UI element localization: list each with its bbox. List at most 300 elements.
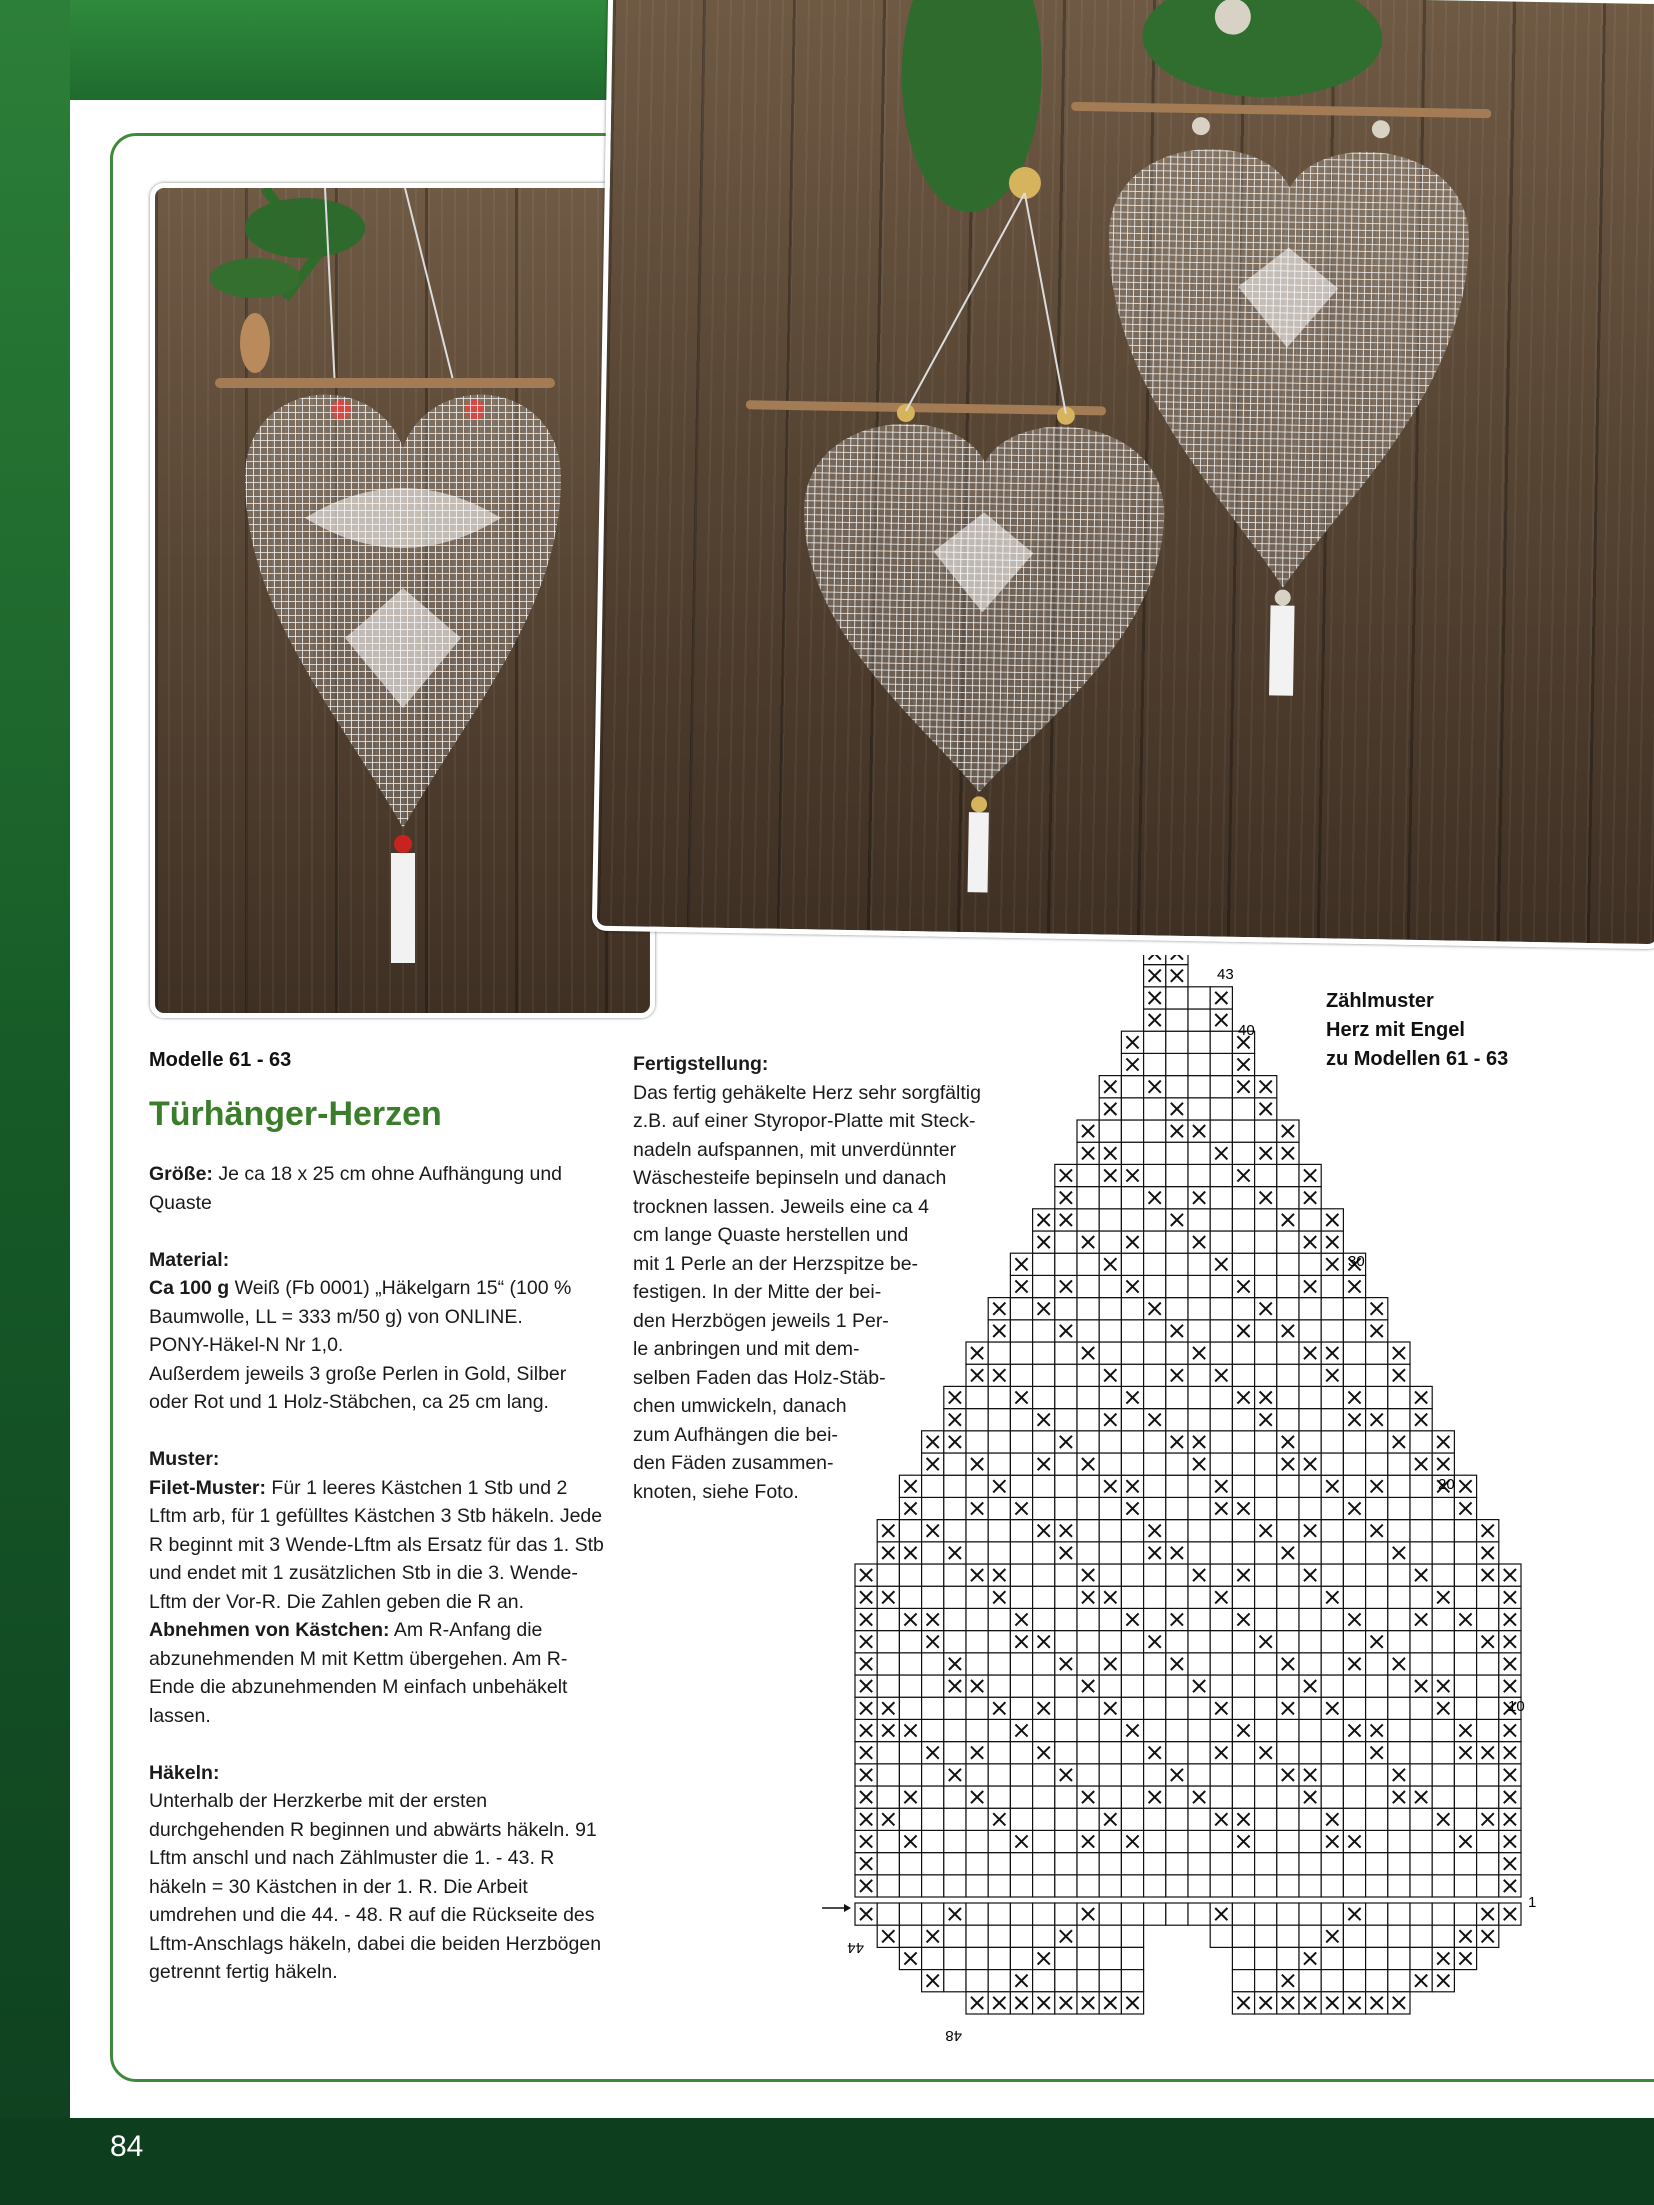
chart-cell <box>988 1853 1010 1875</box>
chart-cell <box>1277 1742 1299 1764</box>
chart-cell <box>1210 1320 1232 1342</box>
chart-cell <box>988 1830 1010 1852</box>
chart-cell <box>1210 1298 1232 1320</box>
chart-cell <box>1144 1386 1166 1408</box>
chart-cell <box>1144 1209 1166 1231</box>
chart-cell <box>1033 1970 1055 1992</box>
chart-cell <box>1166 1497 1188 1519</box>
chart-cell <box>1343 1542 1365 1564</box>
chart-cell <box>1432 1742 1454 1764</box>
chart-cell <box>1477 1764 1499 1786</box>
chart-cell <box>1077 1187 1099 1209</box>
crochet-text: Unterhalb der Herzkerbe mit der ersten durchgehenden R beginnen und abwärts häkeln. 91 Lftm anschl und nach Zählmuster die 1. - 43. R häkeln = 30 Kästchen in der 1. R. Die Arbeit umdrehen und die 44. - 48. R auf die Rückseite des Lftm-Anschlags häkeln, dabei die beiden Herzbögen getrennt fertig häkeln. <box>149 1790 602 1983</box>
chart-cell <box>1077 1275 1099 1297</box>
chart-cell <box>1144 1053 1166 1075</box>
finishing-line: selben Faden das Holz-Stäb- <box>633 1366 886 1389</box>
chart-cell <box>1255 1925 1277 1947</box>
chart-cell <box>1121 1142 1143 1164</box>
chart-cell <box>1166 1386 1188 1408</box>
chart-cell <box>1033 1925 1055 1947</box>
chart-cell <box>1410 1853 1432 1875</box>
chart-cell <box>1121 1853 1143 1875</box>
chart-cell <box>1077 1542 1099 1564</box>
chart-cell <box>1299 1542 1321 1564</box>
finishing-line: mit 1 Perle an der Herzspitze be- <box>633 1252 919 1275</box>
chart-cell <box>1121 1364 1143 1386</box>
chart-cell <box>1055 1830 1077 1852</box>
chart-cell <box>1210 1520 1232 1542</box>
chart-cell <box>1299 1586 1321 1608</box>
chart-cell <box>1077 1364 1099 1386</box>
chart-cell <box>1366 1903 1388 1925</box>
chart-cell <box>1255 1719 1277 1741</box>
chart-cell <box>966 1970 988 1992</box>
chart-cell <box>1299 1409 1321 1431</box>
chart-cell <box>1055 1475 1077 1497</box>
chart-cell <box>1121 1970 1143 1992</box>
chart-cell <box>1232 1342 1254 1364</box>
chart-cell <box>1166 987 1188 1009</box>
chart-cell <box>1166 1719 1188 1741</box>
chart-cell <box>1454 1586 1476 1608</box>
chart-cell <box>1010 1542 1032 1564</box>
chart-cell <box>1366 1342 1388 1364</box>
chart-cell <box>1121 1187 1143 1209</box>
chart-cell <box>1188 1409 1210 1431</box>
chart-cell <box>1010 1697 1032 1719</box>
chart-cell <box>1144 1653 1166 1675</box>
chart-cell <box>1033 1903 1055 1925</box>
chart-cell <box>1277 1231 1299 1253</box>
chart-cell <box>899 1631 921 1653</box>
model-label: Modelle 61 - 63 <box>149 1049 292 1071</box>
chart-cell <box>1388 1475 1410 1497</box>
chart-cell <box>1232 1586 1254 1608</box>
chart-cell <box>1121 1209 1143 1231</box>
chart-cell <box>1188 1830 1210 1852</box>
chart-cell <box>1166 1520 1188 1542</box>
chart-cell <box>1210 1564 1232 1586</box>
chart-cell <box>1454 1808 1476 1830</box>
chart-cell <box>1366 1697 1388 1719</box>
chart-cell <box>922 1830 944 1852</box>
chart-cell <box>1388 1947 1410 1969</box>
chart-cell <box>1121 1520 1143 1542</box>
chart-cell <box>1033 1608 1055 1630</box>
chart-cell <box>1188 1031 1210 1053</box>
chart-cell <box>1321 1497 1343 1519</box>
chart-cell <box>1144 1697 1166 1719</box>
chart-cell <box>1410 1764 1432 1786</box>
material-yarn: Weiß (Fb 0001) „Häkelgarn 15“ (100 % Baumwolle, LL = 333 m/50 g) von ONLINE. <box>149 1277 572 1328</box>
chart-cell <box>1099 1231 1121 1253</box>
chart-cell <box>1188 1697 1210 1719</box>
chart-cell <box>1033 1253 1055 1275</box>
chart-cell <box>1010 1475 1032 1497</box>
chart-cell <box>1255 1253 1277 1275</box>
chart-cell <box>1033 1764 1055 1786</box>
chart-cell <box>1454 1653 1476 1675</box>
chart-cell <box>1321 1542 1343 1564</box>
chart-cell <box>877 1764 899 1786</box>
chart-cell <box>1232 1970 1254 1992</box>
chart-cell <box>1166 955 1188 965</box>
chart-cell <box>1410 1497 1432 1519</box>
chart-cell <box>1366 1453 1388 1475</box>
chart-cell <box>1166 1275 1188 1297</box>
chart-cell <box>1099 1542 1121 1564</box>
chart-cell <box>1099 1497 1121 1519</box>
heart-doily-photo <box>150 183 655 1018</box>
chart-cell <box>1321 1520 1343 1542</box>
chart-cell <box>1033 1497 1055 1519</box>
chart-cell <box>1144 1830 1166 1852</box>
chart-cell <box>1099 1431 1121 1453</box>
chart-cell <box>877 1631 899 1653</box>
chart-cell <box>1121 1875 1143 1897</box>
chart-cell <box>1099 1386 1121 1408</box>
start-arrow-icon <box>822 1904 851 1912</box>
row-label-48: 48 <box>945 2027 962 2044</box>
chart-cell <box>1210 1875 1232 1897</box>
chart-cell <box>1299 1653 1321 1675</box>
material-extras: Außerdem jeweils 3 große Perlen in Gold, Silber oder Rot und 1 Holz-Stäbchen, ca 25 cm lang. <box>149 1362 567 1413</box>
chart-cell <box>1321 1719 1343 1741</box>
chart-cell <box>1454 1631 1476 1653</box>
chart-cell <box>988 1925 1010 1947</box>
chart-cell <box>1366 1764 1388 1786</box>
chart-cell <box>1454 1903 1476 1925</box>
chart-cell <box>1010 1453 1032 1475</box>
chart-cell <box>1166 1076 1188 1098</box>
chart-cell <box>1121 1586 1143 1608</box>
chart-cell <box>1077 1298 1099 1320</box>
chart-cell <box>1055 1564 1077 1586</box>
chart-cell <box>1188 1164 1210 1186</box>
chart-cell <box>1099 1925 1121 1947</box>
chart-cell <box>1033 1586 1055 1608</box>
chart-cell <box>1321 1764 1343 1786</box>
chart-cell <box>1055 1742 1077 1764</box>
chart-cell <box>1299 1475 1321 1497</box>
chart-cell <box>1232 1786 1254 1808</box>
chart-cell <box>1410 1542 1432 1564</box>
chart-cell <box>1055 1253 1077 1275</box>
row-label-30: 30 <box>1348 1253 1365 1270</box>
chart-cell <box>877 1675 899 1697</box>
chart-cell <box>1166 1875 1188 1897</box>
chart-cell <box>1366 1947 1388 1969</box>
chart-cell <box>1099 1120 1121 1142</box>
chart-cell <box>1210 1231 1232 1253</box>
chart-cell <box>1255 1120 1277 1142</box>
row-label-40: 40 <box>1238 1022 1255 1039</box>
heart-doily-illustration <box>155 188 650 1013</box>
chart-cell <box>1144 1675 1166 1697</box>
chart-cell <box>1299 1830 1321 1852</box>
chart-cell <box>966 1608 988 1630</box>
chart-cell <box>1343 1298 1365 1320</box>
chart-cell <box>1166 1853 1188 1875</box>
chart-cell <box>1188 1719 1210 1741</box>
chart-cell <box>1255 1853 1277 1875</box>
chart-cell <box>1366 1830 1388 1852</box>
chart-cell <box>1166 1253 1188 1275</box>
chart-cell <box>1055 1497 1077 1519</box>
chart-cell <box>1388 1697 1410 1719</box>
chart-cell <box>1232 1697 1254 1719</box>
chart-cell <box>988 1542 1010 1564</box>
chart-cell <box>1299 1497 1321 1519</box>
chart-cell <box>1188 1098 1210 1120</box>
chart-cell <box>966 1903 988 1925</box>
chart-cell <box>1188 1875 1210 1897</box>
chart-cell <box>1210 1830 1232 1852</box>
chart-cell <box>1432 1608 1454 1630</box>
chart-cell <box>1210 1653 1232 1675</box>
chart-cell <box>1099 1275 1121 1297</box>
chart-cell <box>1432 1875 1454 1897</box>
chart-cell <box>1055 1947 1077 1969</box>
chart-cell <box>1321 1947 1343 1969</box>
counting-chart <box>820 955 1540 2060</box>
chart-cell <box>1277 1719 1299 1741</box>
chart-cell <box>1077 1742 1099 1764</box>
finishing-line: knoten, siehe Foto. <box>633 1480 799 1503</box>
chart-cell <box>1166 1564 1188 1586</box>
chart-cell <box>1277 1608 1299 1630</box>
chart-cell <box>1099 1453 1121 1475</box>
chart-cell <box>1388 1875 1410 1897</box>
chart-cell <box>1321 1970 1343 1992</box>
chart-cell <box>1077 1970 1099 1992</box>
chart-cell <box>1033 1431 1055 1453</box>
chart-cell <box>1077 1409 1099 1431</box>
chart-cell <box>966 1386 988 1408</box>
chart-cell <box>1343 1970 1365 1992</box>
chart-cell <box>1077 1853 1099 1875</box>
chart-cell <box>1010 1586 1032 1608</box>
chart-cell <box>1277 1497 1299 1519</box>
finishing-line: le anbringen und mit dem- <box>633 1338 860 1360</box>
chart-cell <box>1343 1786 1365 1808</box>
chart-cell <box>1099 1187 1121 1209</box>
finishing-line: festigen. In der Mitte der bei- <box>633 1281 882 1303</box>
chart-cell <box>988 1631 1010 1653</box>
chart-cell <box>1144 1431 1166 1453</box>
chart-cell <box>944 1853 966 1875</box>
chart-cell <box>944 1697 966 1719</box>
chart-cell <box>1188 1298 1210 1320</box>
chart-cell <box>1232 1098 1254 1120</box>
chart-cell <box>922 1542 944 1564</box>
chart-cell <box>1277 1947 1299 1969</box>
chart-cell <box>1121 1564 1143 1586</box>
chart-cell <box>1232 1475 1254 1497</box>
chart-cell <box>1255 1275 1277 1297</box>
chart-cell <box>1232 1431 1254 1453</box>
chart-cell <box>1321 1453 1343 1475</box>
filet-label: Filet-Muster: <box>149 1476 266 1499</box>
chart-cell <box>1033 1364 1055 1386</box>
chart-cell <box>1366 1431 1388 1453</box>
chart-cell <box>1166 1009 1188 1031</box>
chart-cell <box>1477 1875 1499 1897</box>
chart-cell <box>1477 1675 1499 1697</box>
chart-cell <box>1255 1875 1277 1897</box>
chart-cell <box>1144 1475 1166 1497</box>
chart-cell <box>966 1830 988 1852</box>
size-label: Größe: <box>149 1163 213 1185</box>
chart-cell <box>1277 1586 1299 1608</box>
chart-cell <box>944 1586 966 1608</box>
chart-cell <box>1255 1209 1277 1231</box>
chart-cell <box>1010 1875 1032 1897</box>
finishing-line: Wäschesteife bepinseln und danach <box>633 1167 947 1189</box>
chart-cell <box>1121 1076 1143 1098</box>
chart-cell <box>1388 1970 1410 1992</box>
chart-cell <box>1188 1542 1210 1564</box>
chart-cell <box>922 1764 944 1786</box>
chart-cell <box>1099 1875 1121 1897</box>
chart-cell <box>1255 1475 1277 1497</box>
chart-cell <box>1121 1253 1143 1275</box>
chart-cell <box>1188 1142 1210 1164</box>
finishing-line: chen umwickeln, danach <box>633 1395 847 1417</box>
chart-cell <box>1255 1431 1277 1453</box>
chart-cell <box>1077 1386 1099 1408</box>
chart-cell <box>1010 1409 1032 1431</box>
chart-cell <box>1033 1853 1055 1875</box>
chart-cell <box>966 1875 988 1897</box>
chart-cell <box>1010 1364 1032 1386</box>
chart-cell <box>1454 1764 1476 1786</box>
chart-cell <box>1343 1364 1365 1386</box>
chart-cell <box>1121 1742 1143 1764</box>
finishing-heading: Fertigstellung: <box>633 1053 769 1075</box>
chart-cell <box>966 1520 988 1542</box>
chart-cell <box>1255 1453 1277 1475</box>
chart-cell <box>966 1409 988 1431</box>
chart-cell <box>1454 1853 1476 1875</box>
chart-cell <box>1321 1409 1343 1431</box>
chart-cell <box>988 1342 1010 1364</box>
chart-cell <box>1255 1164 1277 1186</box>
chart-cell <box>1388 1675 1410 1697</box>
chart-cell <box>1232 1675 1254 1697</box>
chart-cell <box>1299 1253 1321 1275</box>
chart-cell <box>922 1564 944 1586</box>
chart-cell <box>1010 1342 1032 1364</box>
chart-cell <box>1299 1298 1321 1320</box>
chart-cell <box>899 1564 921 1586</box>
chart-cell <box>1144 1364 1166 1386</box>
chart-cell <box>1210 1431 1232 1453</box>
chart-cell <box>966 1431 988 1453</box>
chart-cell <box>922 1675 944 1697</box>
chart-cell <box>877 1608 899 1630</box>
chart-cell <box>1121 1453 1143 1475</box>
chart-cell <box>1144 1764 1166 1786</box>
chart-cell <box>1210 1675 1232 1697</box>
chart-cell <box>1343 1808 1365 1830</box>
chart-cell <box>899 1808 921 1830</box>
chart-cell <box>1166 1697 1188 1719</box>
chart-cell <box>1277 1631 1299 1653</box>
chart-cell <box>1299 1431 1321 1453</box>
chart-cell <box>1010 1903 1032 1925</box>
chart-cell <box>1410 1875 1432 1897</box>
chart-cell <box>1077 1719 1099 1741</box>
chart-cell <box>1144 1497 1166 1519</box>
chart-cell <box>1166 1053 1188 1075</box>
chart-cell <box>1255 1653 1277 1675</box>
chart-cell <box>922 1475 944 1497</box>
material-hook: PONY-Häkel-N Nr 1,0. <box>149 1334 344 1356</box>
chart-cell <box>988 1786 1010 1808</box>
chart-cell <box>922 1947 944 1969</box>
chart-cell <box>1277 1675 1299 1697</box>
chart-cell <box>1121 1786 1143 1808</box>
chart-cell <box>1432 1520 1454 1542</box>
chart-cell <box>1188 1742 1210 1764</box>
chart-cell <box>1210 1164 1232 1186</box>
size-text: Je ca 18 x 25 cm ohne Aufhängung und Quaste <box>149 1163 563 1214</box>
chart-cell <box>1099 1970 1121 1992</box>
chart-cell <box>1144 1164 1166 1186</box>
chart-cell <box>944 1875 966 1897</box>
chart-cell <box>1255 1697 1277 1719</box>
chart-cell <box>1477 1697 1499 1719</box>
chart-cell <box>1010 1431 1032 1453</box>
chart-cell <box>1410 1742 1432 1764</box>
chart-cell <box>1121 1542 1143 1564</box>
chart-cell <box>1099 1764 1121 1786</box>
crochet-heading: Häkeln: <box>149 1761 220 1784</box>
pattern-paragraph <box>149 1445 604 1730</box>
chart-cell <box>1077 1475 1099 1497</box>
chart-cell <box>1388 1386 1410 1408</box>
chart-cell <box>966 1697 988 1719</box>
chart-cell <box>1477 1719 1499 1741</box>
chart-cell <box>1232 1631 1254 1653</box>
chart-cell <box>1388 1586 1410 1608</box>
chart-cell <box>988 1497 1010 1519</box>
chart-cell <box>1099 1786 1121 1808</box>
finishing-line: cm lange Quaste herstellen und <box>633 1224 909 1246</box>
chart-cell <box>1188 1053 1210 1075</box>
chart-cell <box>1277 1475 1299 1497</box>
chart-cell <box>1010 1808 1032 1830</box>
chart-cell <box>1477 1586 1499 1608</box>
chart-cell <box>1454 1786 1476 1808</box>
chart-cell <box>944 1520 966 1542</box>
chart-cell <box>1033 1875 1055 1897</box>
chart-cell <box>1121 1697 1143 1719</box>
chart-cell <box>1077 1808 1099 1830</box>
chart-cell <box>1099 1520 1121 1542</box>
chart-cell <box>1055 1875 1077 1897</box>
chart-cell <box>1299 1808 1321 1830</box>
chart-cell <box>1166 1631 1188 1653</box>
chart-cell <box>922 1586 944 1608</box>
chart-cell <box>944 1497 966 1519</box>
chart-cell <box>1055 1697 1077 1719</box>
chart-cell <box>1388 1719 1410 1741</box>
chart-cell <box>1121 1098 1143 1120</box>
chart-cell <box>1277 1342 1299 1364</box>
chart-cell <box>966 1586 988 1608</box>
